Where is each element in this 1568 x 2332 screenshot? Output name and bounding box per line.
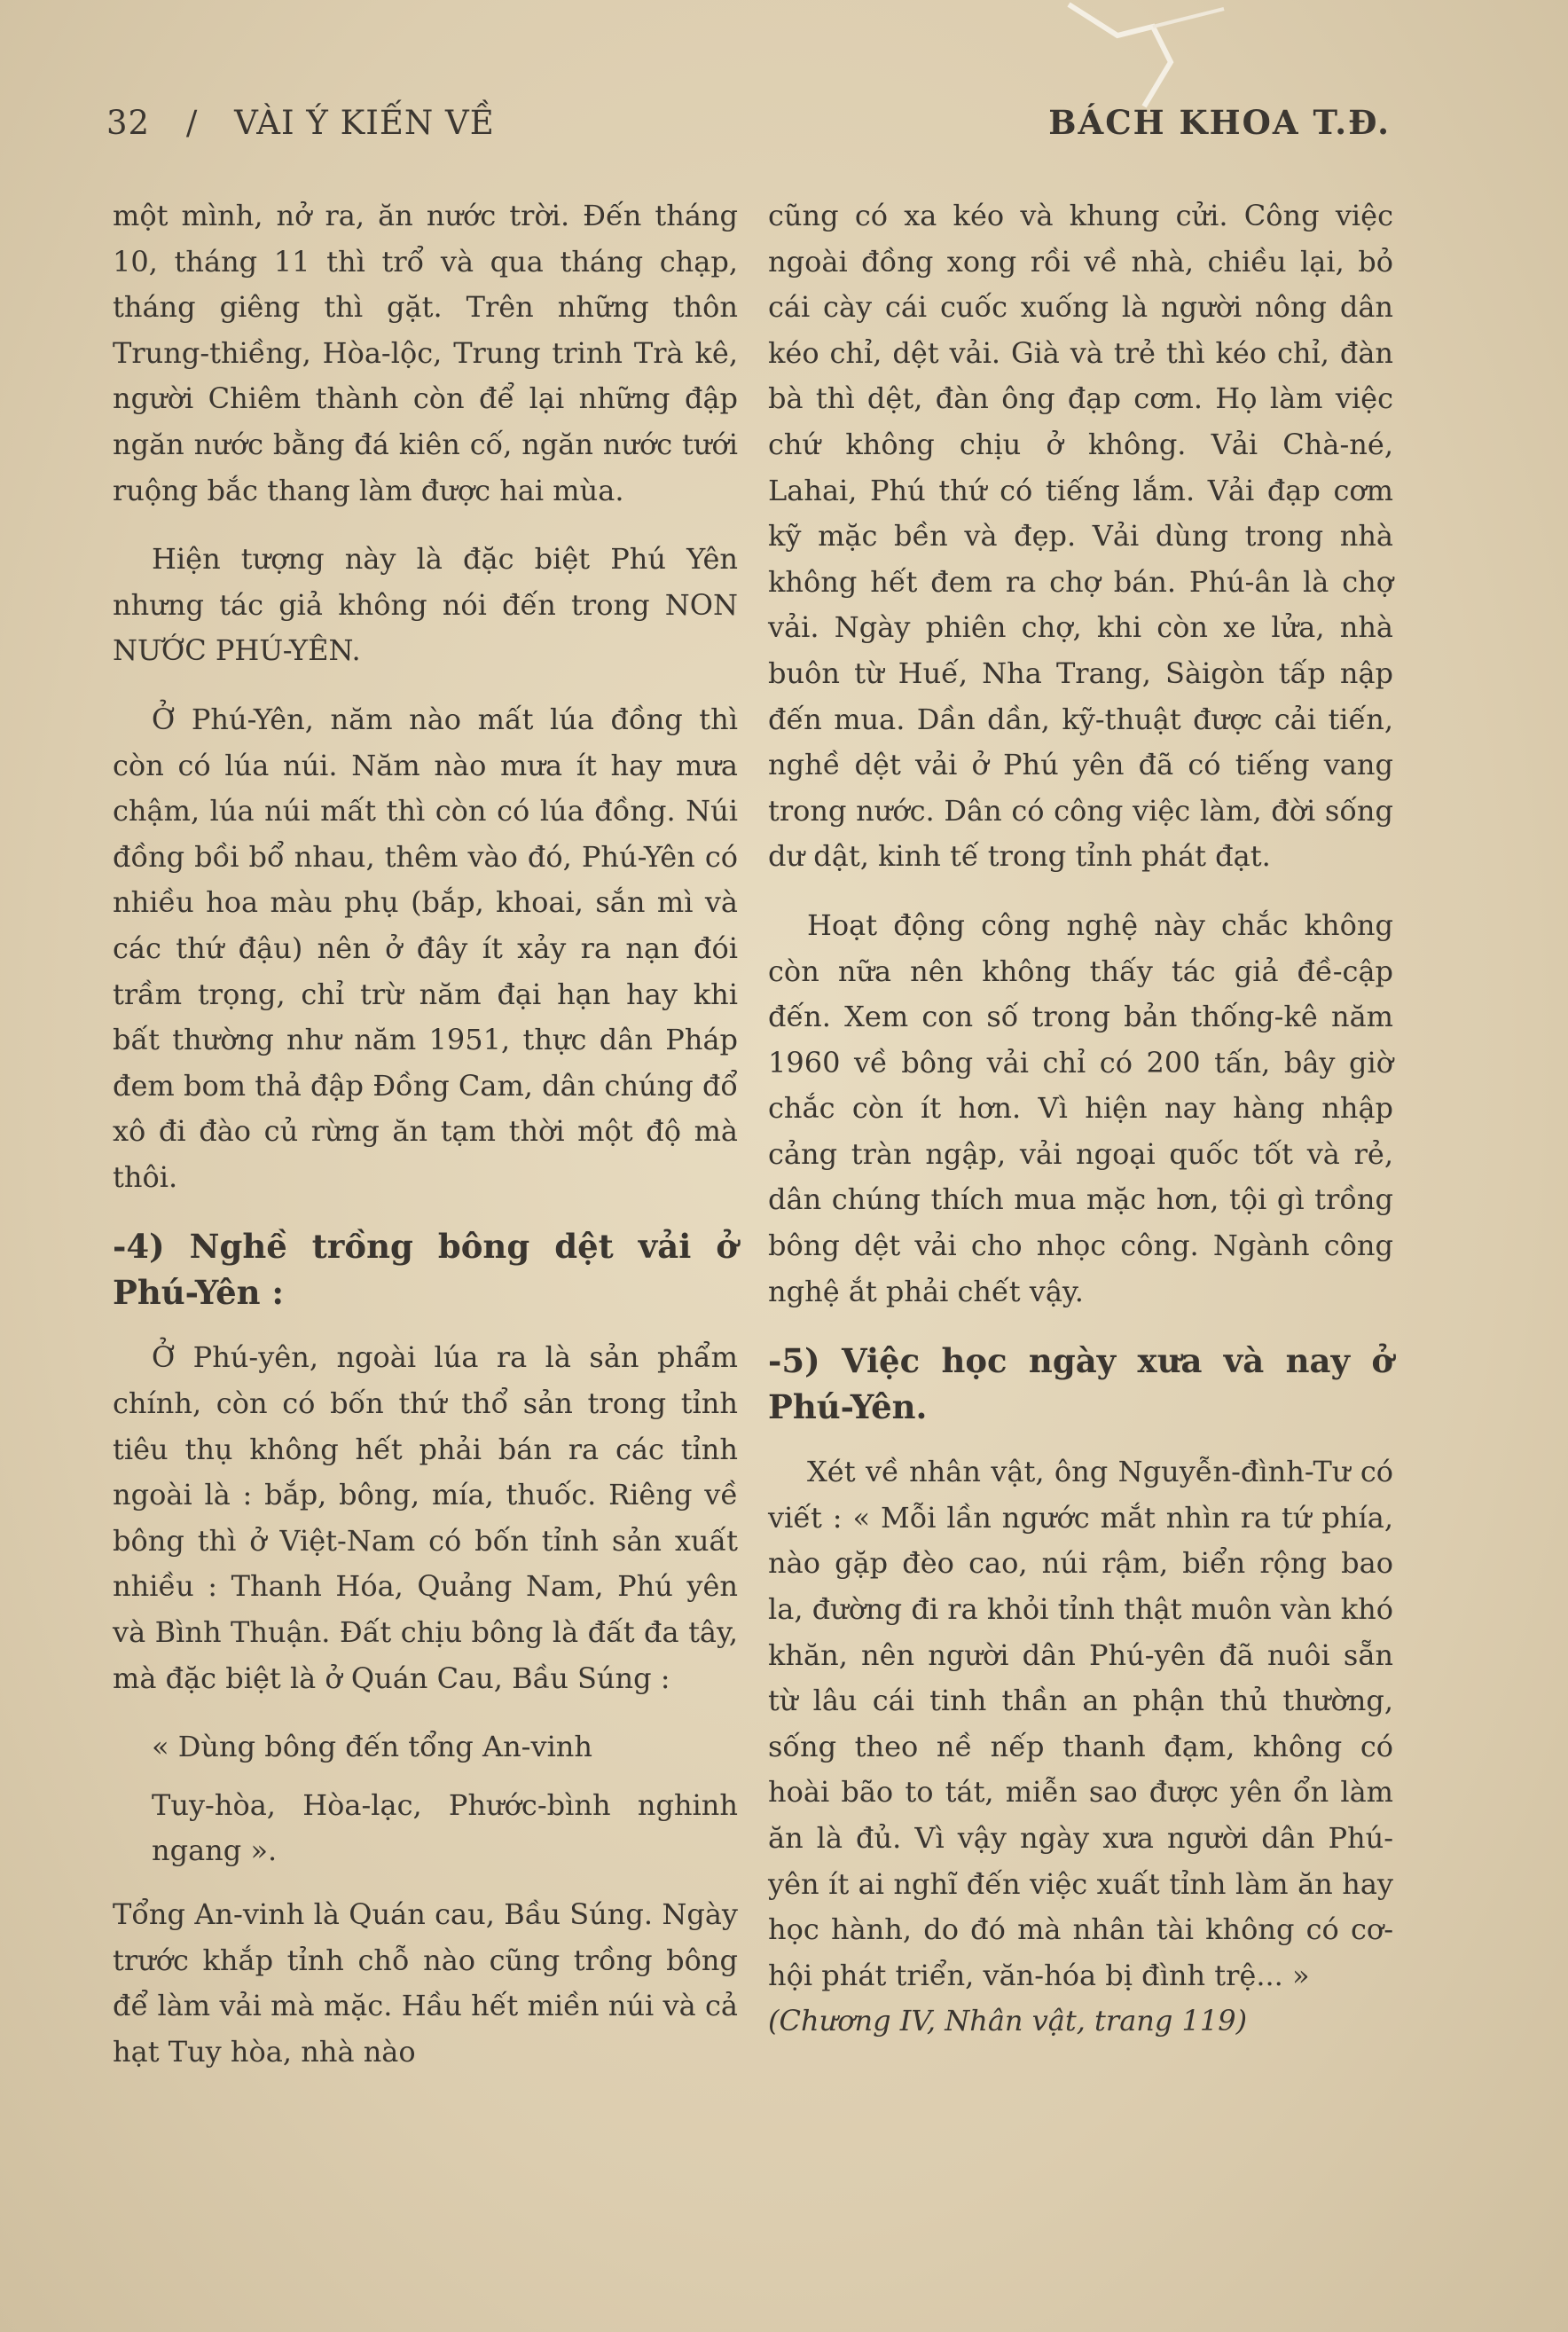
paragraph: Ở Phú-yên, ngoài lúa ra là sản phẩm chính, còn có bốn thứ thổ sản trong tỉnh tiêu thụ không hết phải bán ra các tỉnh ngoài là : bắp, bông, mía, thuốc. Riêng về bông thì ở Việt-Nam có bốn tỉnh sản xuất nhiều : Thanh Hóa, Quảng Nam, Phú yên và Bình Thuận. Đất chịu bông là đất đa tây, mà đặc biệt là ở Quán Cau, Bầu Súng : bbox=[113, 1340, 738, 1695]
section-title: VÀI Ý KIẾN VỀ bbox=[234, 103, 495, 142]
header-left bbox=[106, 104, 520, 142]
paragraph: Tổng An-vinh là Quán cau, Bầu Súng. Ngày trước khắp tỉnh chỗ nào cũng trồng bông để làm vải mà mặc. Hầu hết miền núi và cả hạt Tuy hòa, nhà nào bbox=[113, 1897, 738, 2069]
citation: (Chương IV, Nhân vật, trang 119) bbox=[768, 2004, 1248, 2038]
paragraph: Hoạt động công nghệ này chắc không còn nữa nên không thấy tác giả đề-cập đến. Xem con số trong bản thống-kê năm 1960 về bông vải chỉ có 200 tấn, bây giờ chắc còn ít hơn. Vì hiện nay hàng nhập cảng tràn ngập, vải ngoại quốc tốt và rẻ, dân chúng thích mua mặc hơn, tội gì trồng bông dệt vải cho nhọc công. Ngành công nghệ ắt phải chết vậy. bbox=[768, 907, 1393, 1308]
verse-line: Tuy-hòa, Hòa-lạc, Phước-bình nghinh ngang ». bbox=[152, 1787, 738, 1868]
paragraph: Hiện tượng này là đặc biệt Phú Yên nhưng tác giả không nói đến trong NON NƯỚC PHÚ-YÊN. bbox=[113, 542, 738, 668]
page-number: 32 bbox=[106, 103, 151, 142]
paragraph: Ở Phú-Yên, năm nào mất lúa đồng thì còn có lúa núi. Năm nào mưa ít hay mưa chậm, lúa núi mất thì còn có lúa đồng. Núi đồng bồi bổ nhau, thêm vào đó, Phú-Yên có nhiều hoa màu phụ (bắp, khoai, sắn mì và các thứ đậu) nên ở đây ít xảy ra nạn đói trầm trọng, chỉ trừ năm đại hạn hay khi bất thường như năm 1951, thực dân Pháp đem bom thả đập Đồng Cam, dân chúng đổ xô đi đào củ rừng ăn tạm thời một độ mà thôi. bbox=[113, 702, 738, 1194]
publication-name: BÁCH KHOA T.Đ. bbox=[1048, 103, 1391, 142]
section-heading: -5) Việc học ngày xưa và nay ở Phú-Yên. bbox=[768, 1341, 1393, 1427]
verse-quote bbox=[113, 1724, 738, 1874]
header-separator: / bbox=[185, 103, 199, 142]
paragraph: một mình, nở ra, ăn nước trời. Đến tháng 10, tháng 11 thì trổ và qua tháng chạp, tháng giêng thì gặt. Trên những thôn Trung-thiềng, Hòa-lộc, Trung trinh Trà kê, người Chiêm thành còn để lại những đập ngăn nước bằng đá kiên cố, ngăn nước tưới ruộng bắc thang làm được hai mùa. bbox=[113, 199, 738, 507]
section-heading: -4) Nghề trồng bông dệt vải ở Phú-Yên : bbox=[113, 1227, 738, 1313]
right-column bbox=[768, 193, 1393, 2068]
left-column bbox=[113, 193, 738, 2098]
running-header bbox=[106, 96, 1391, 149]
paragraph: Xét về nhân vật, ông Nguyễn-đình-Tư có viết : « Mỗi lần ngước mắt nhìn ra tứ phía, nào gặp đèo cao, núi rậm, biển rộng bao la, đường đi ra khỏi tỉnh thật muôn vàn khó khăn, nên người dân Phú-yên đã nuôi sẵn từ lâu cái tinh thần an phận thủ thường, sống theo nề nếp thanh đạm, không có hoài bão to tát, miễn sao được yên ổn làm ăn là đủ. Vì vậy ngày xưa người dân Phú-yên ít ai nghĩ đến việc xuất tỉnh làm ăn hay học hành, do đó mà nhân tài không có cơ-hội phát triển, văn-hóa bị đình trệ... » bbox=[768, 1455, 1393, 1992]
paragraph: cũng có xa kéo và khung cửi. Công việc ngoài đồng xong rồi về nhà, chiều lại, bỏ cái cày cái cuốc xuống là người nông dân kéo chỉ, dệt vải. Già và trẻ thì kéo chỉ, đàn bà thì dệt, đàn ông đạp cơm. Họ làm việc chứ không chịu ở không. Vải Chà-né, Lahai, Phú thứ có tiếng lắm. Vải đạp cơm kỹ mặc bền và đẹp. Vải dùng trong nhà không hết đem ra chợ bán. Phú-ân là chợ vải. Ngày phiên chợ, khi còn xe lửa, nhà buôn từ Huế, Nha Trang, Sàigòn tấp nập đến mua. Dần dần, kỹ-thuật được cải tiến, nghề dệt vải ở Phú yên đã có tiếng vang trong nước. Dân có công việc làm, đời sống dư dật, kinh tế trong tỉnh phát đạt. bbox=[768, 199, 1393, 874]
verse-line: « Dùng bông đến tổng An-vinh bbox=[152, 1730, 593, 1764]
